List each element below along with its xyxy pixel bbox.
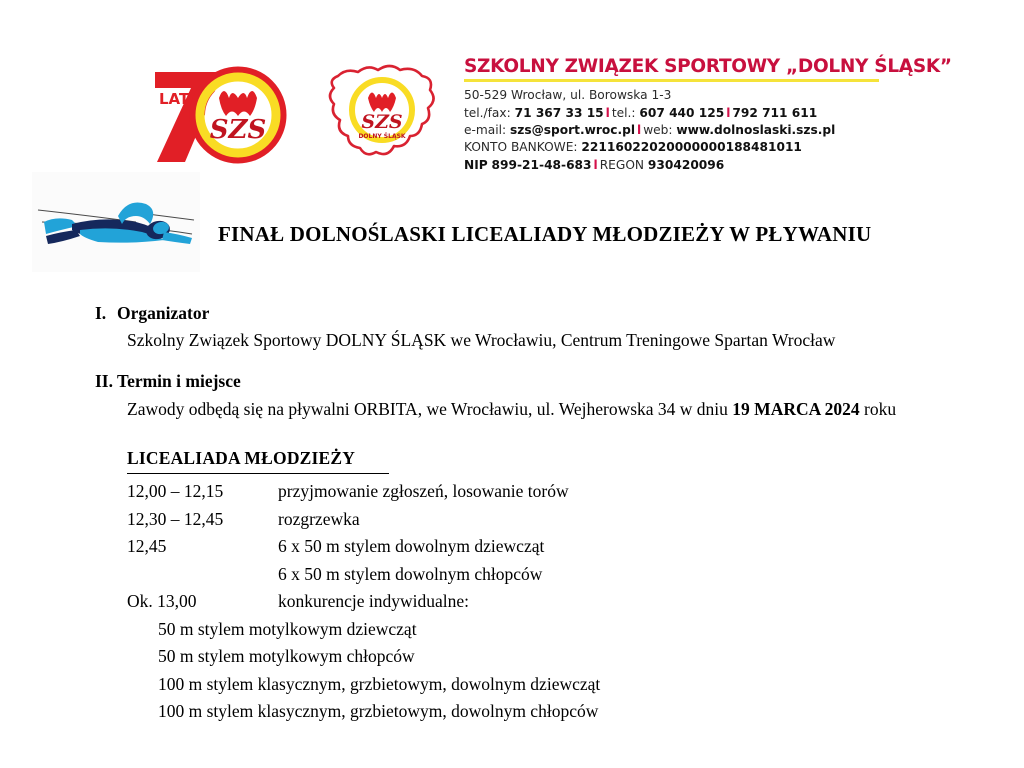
regon-value: 930420096 bbox=[647, 157, 725, 172]
letterhead bbox=[0, 0, 1024, 175]
schedule-row bbox=[127, 561, 1024, 588]
tel-label: tel.: bbox=[611, 105, 636, 120]
separator-icon: l bbox=[637, 122, 642, 137]
email-value[interactable]: szs@sport.wroc.pl bbox=[510, 122, 636, 137]
section-termin-heading bbox=[0, 368, 1024, 395]
separator-icon: l bbox=[593, 157, 598, 172]
schedule-block bbox=[0, 445, 1024, 726]
address-line: 50-529 Wrocław, ul. Borowska 1-3 bbox=[464, 88, 672, 103]
section-organizator bbox=[0, 300, 1024, 354]
bank-account-line bbox=[464, 139, 904, 156]
tel-value: 607 440 125 bbox=[639, 105, 725, 120]
organization-contact bbox=[464, 87, 904, 174]
schedule-event-item: 50 m stylem motylkowym chłopców bbox=[158, 646, 415, 667]
section-organizator-heading bbox=[0, 300, 1024, 327]
dolny-slask-map-logo-graphic bbox=[318, 58, 446, 166]
section-numeral: I. bbox=[95, 303, 107, 323]
schedule-description: 6 x 50 m stylem dowolnym dziewcząt bbox=[278, 536, 545, 557]
email-web-line bbox=[464, 122, 904, 139]
svg-text:DOLNY ŚLĄSK: DOLNY ŚLĄSK bbox=[358, 133, 406, 140]
schedule-row bbox=[127, 478, 1024, 505]
schedule-description: rozgrzewka bbox=[278, 508, 360, 529]
swimmer-icon bbox=[32, 172, 200, 272]
tel-fax-label: tel./fax: bbox=[464, 105, 511, 120]
svg-text:SZS: SZS bbox=[361, 111, 403, 133]
email-label: e-mail: bbox=[464, 122, 507, 137]
termin-body-prefix: Zawody odbędą się na pływalni ORBITA, we Wrocławiu, ul. Wejherowska 34 w dniu bbox=[127, 398, 733, 419]
web-value[interactable]: www.dolnoslaski.szs.pl bbox=[676, 122, 836, 137]
section-termin-i-miejsce bbox=[0, 368, 1024, 422]
regon-label: REGON bbox=[599, 157, 645, 172]
termin-body-suffix: roku bbox=[859, 398, 897, 419]
szs-70-years-logo bbox=[145, 58, 291, 166]
schedule-description: przyjmowanie zgłoszeń, losowanie torów bbox=[278, 481, 569, 502]
bank-account-value: 22116022020000000188481011 bbox=[581, 140, 802, 155]
web-label: web: bbox=[643, 122, 673, 137]
organization-name: SZKOLNY ZWIĄZEK SPORTOWY „DOLNY ŚLĄSK” bbox=[464, 56, 952, 77]
organization-name-underline bbox=[464, 79, 879, 82]
schedule-time: 12,30 – 12,45 bbox=[127, 508, 224, 529]
tel-fax-value: 71 367 33 15 bbox=[514, 105, 604, 120]
nip-value: 899-21-48-683 bbox=[491, 157, 592, 172]
schedule-time: 12,00 – 12,15 bbox=[127, 481, 224, 502]
organization-details bbox=[464, 56, 952, 174]
nip-regon-line bbox=[464, 157, 904, 174]
section-heading-text: Organizator bbox=[117, 303, 210, 323]
schedule-row bbox=[127, 533, 1024, 560]
svg-text:LAT: LAT bbox=[159, 90, 190, 108]
section-organizator-body: Szkolny Związek Sportowy DOLNY ŚLĄSK we Wrocławiu, Centrum Treningowe Spartan Wrocław bbox=[127, 330, 836, 351]
separator-icon: l bbox=[726, 105, 731, 120]
section-numeral: II. bbox=[95, 371, 113, 392]
section-heading-text: Termin i miejsce bbox=[117, 371, 241, 392]
schedule-time: Ok. 13,00 bbox=[127, 591, 197, 612]
schedule-row bbox=[127, 588, 1024, 615]
bank-account-label: KONTO BANKOWE: bbox=[464, 140, 578, 155]
phone-line bbox=[464, 105, 904, 122]
separator-icon: l bbox=[605, 105, 610, 120]
swimmer-logo bbox=[32, 172, 200, 272]
tel-alt-value: 792 711 611 bbox=[732, 105, 818, 120]
schedule-time: 12,45 bbox=[127, 536, 167, 557]
schedule-description: 6 x 50 m stylem dowolnym chłopców bbox=[278, 563, 543, 584]
schedule-event-item: 50 m stylem motylkowym dziewcząt bbox=[158, 618, 417, 639]
schedule-event-item: 100 m stylem klasycznym, grzbietowym, dowolnym chłopców bbox=[158, 701, 599, 722]
section-termin-body bbox=[0, 396, 1024, 423]
document-body bbox=[0, 300, 1024, 726]
schedule-event-item: 100 m stylem klasycznym, grzbietowym, dowolnym dziewcząt bbox=[158, 673, 601, 694]
schedule-time bbox=[127, 561, 278, 588]
szs-70-years-logo-graphic bbox=[145, 58, 291, 166]
schedule-description: konkurencje indywidualne: bbox=[278, 591, 469, 612]
dolny-slask-map-logo bbox=[318, 58, 446, 166]
nip-label: NIP bbox=[464, 157, 488, 172]
document-title: FINAŁ DOLNOŚLASKI LICEALIADY MŁODZIEŻY W PŁYWANIU bbox=[218, 222, 872, 246]
schedule-row bbox=[127, 506, 1024, 533]
svg-text:SZS: SZS bbox=[209, 115, 267, 145]
termin-date: 19 MARCA 2024 bbox=[732, 398, 860, 419]
schedule-title: LICEALIADA MŁODZIEŻY bbox=[127, 445, 389, 474]
